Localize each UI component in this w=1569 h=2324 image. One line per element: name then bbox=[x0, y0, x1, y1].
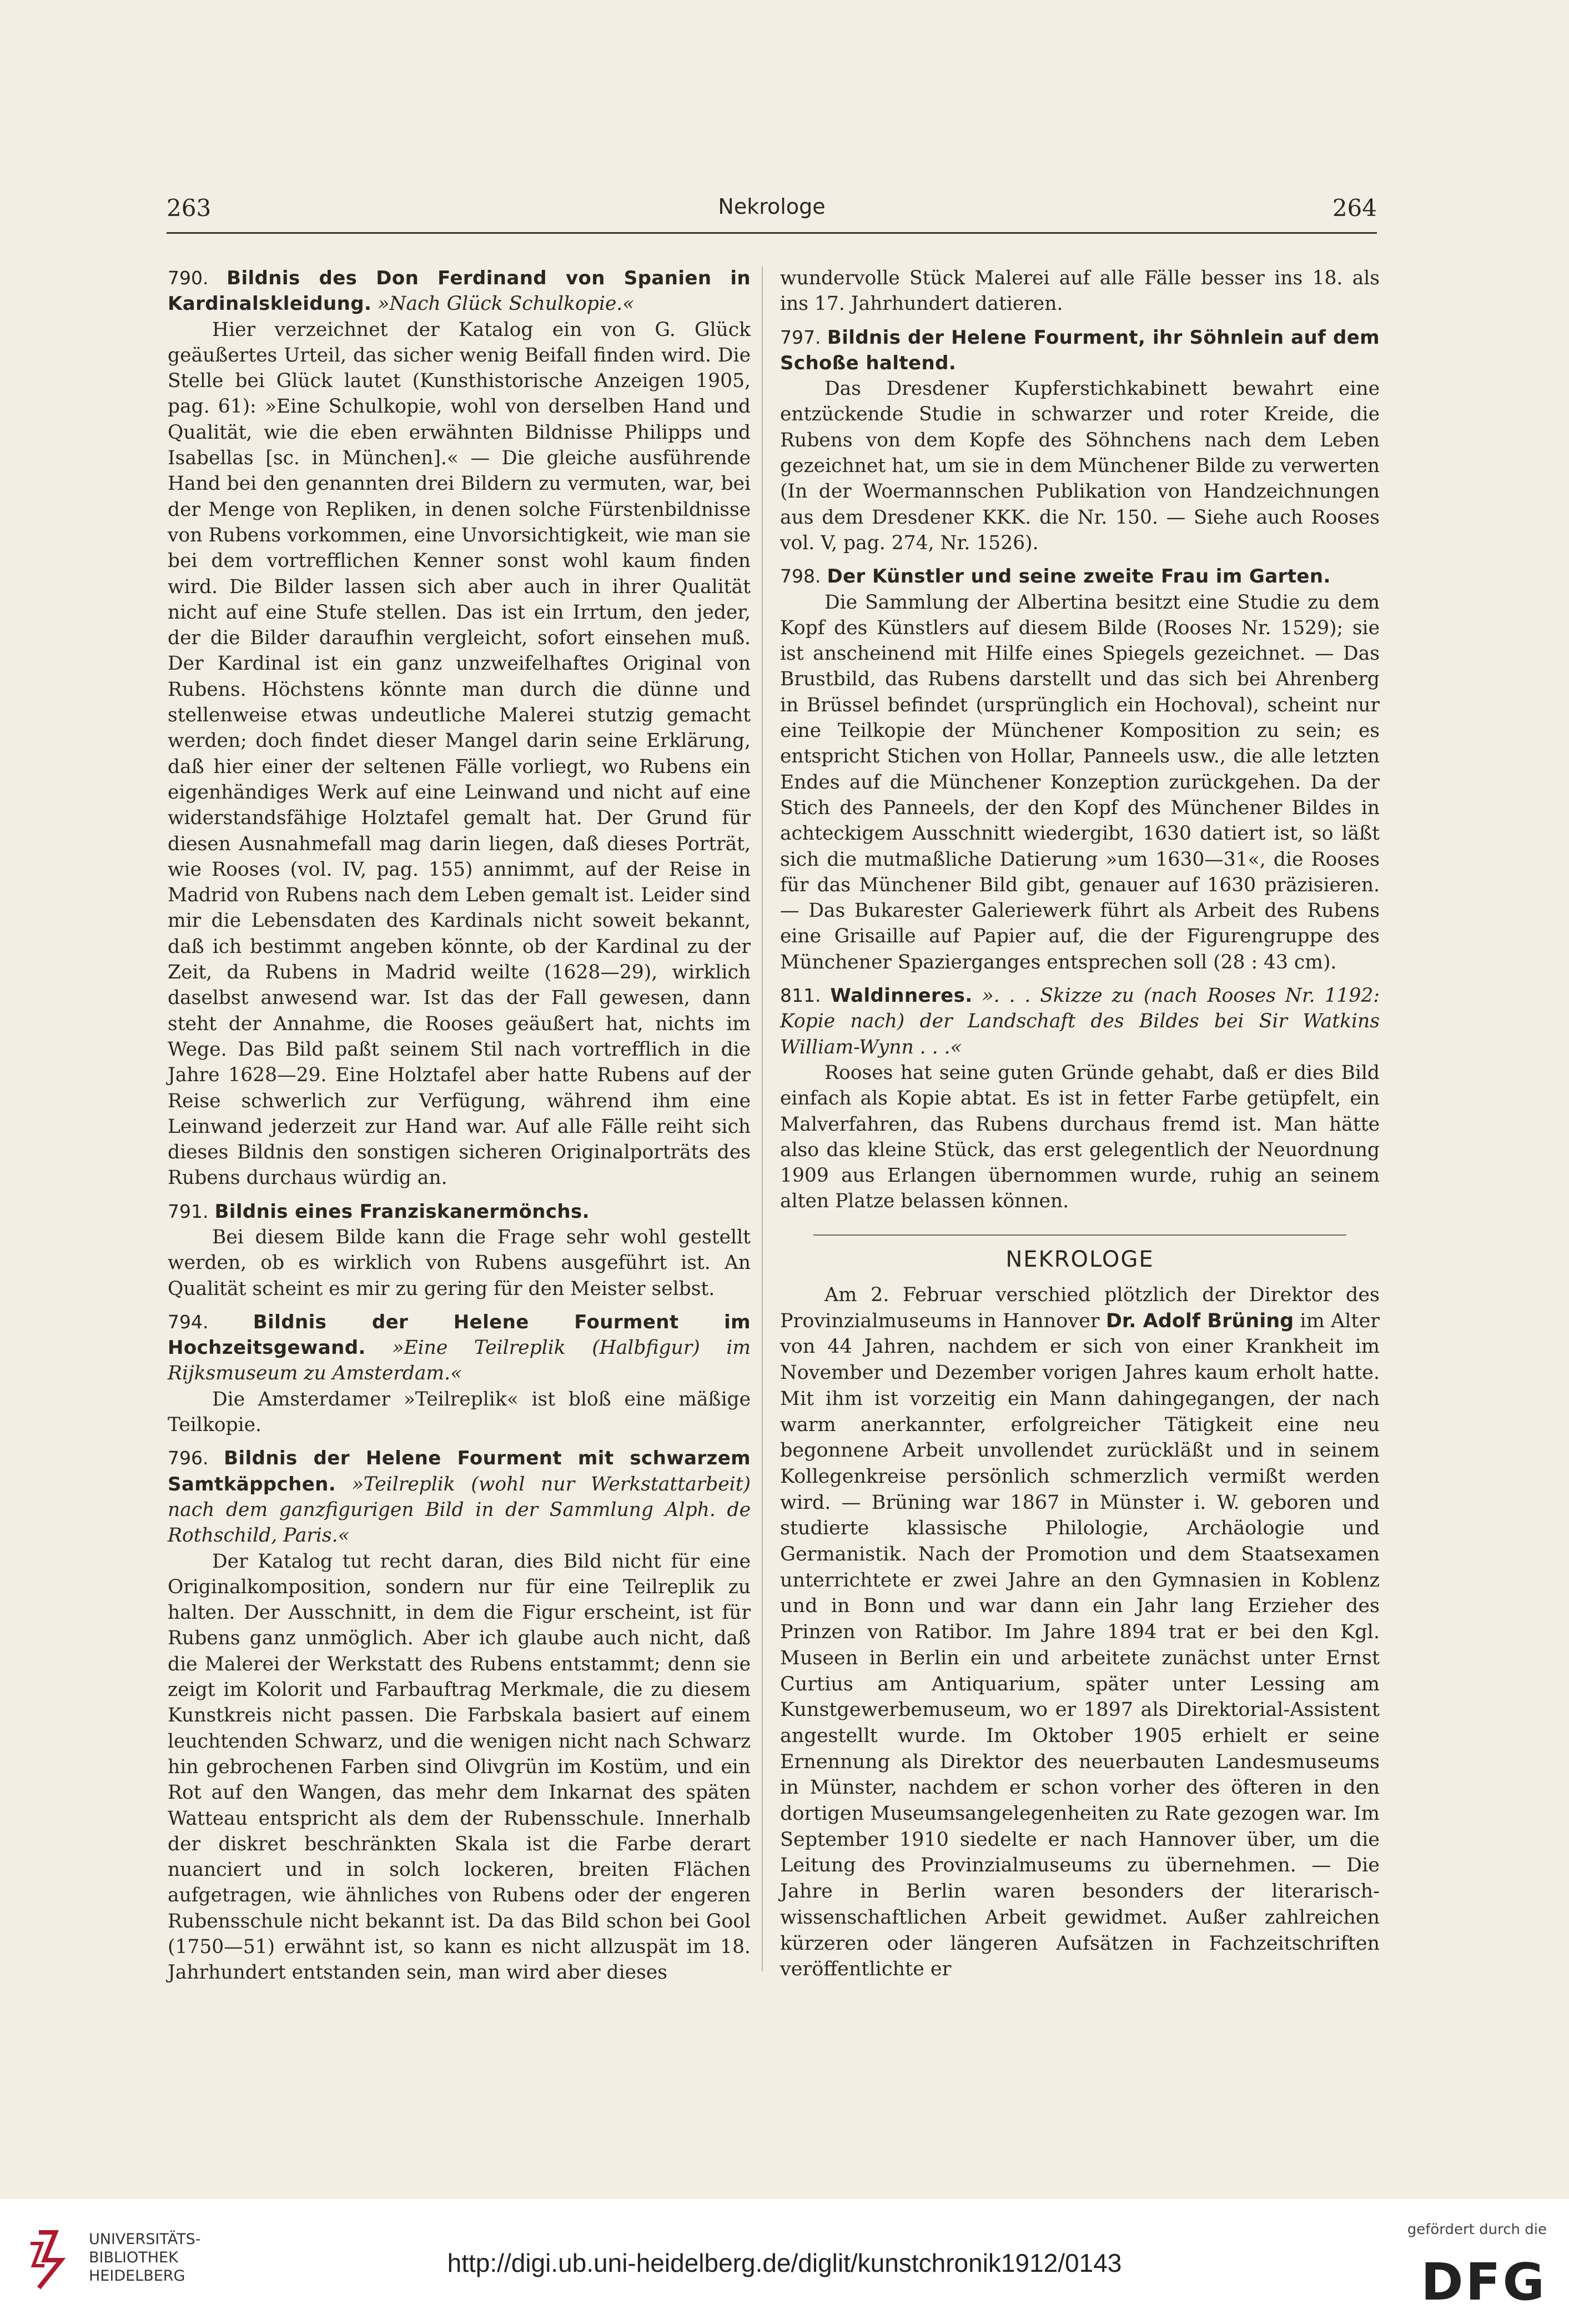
entry-body: Bei diesem Bilde kann die Frage sehr wohl gestellt werden, ob es wirklich von Rubens ausgeführt ist. An Qualität scheint es mir zu gering für den Meister selbst. bbox=[168, 1226, 751, 1300]
catalog-entry bbox=[780, 983, 1380, 1214]
entry-title: Bildnis des Don Ferdinand von Spanien in Kardinalskleidung. bbox=[168, 267, 751, 315]
entry-title: Bildnis der Helene Fourment im Hochzeitsgewand. bbox=[168, 1311, 751, 1359]
necrology-name: Dr. Adolf Brüning bbox=[1105, 1309, 1294, 1332]
entry-subtitle: »Eine Teilreplik (Halbfigur) im Rijksmuseum zu Amsterdam.« bbox=[168, 1337, 751, 1385]
entry-number: 791. bbox=[168, 1200, 209, 1222]
library-line: UNIVERSITÄTS- bbox=[89, 2231, 201, 2248]
catalog-entry bbox=[168, 1199, 751, 1302]
catalog-entry bbox=[168, 1309, 751, 1438]
entry-title: Bildnis der Helene Fourment, ihr Söhnlein auf dem Schoße haltend. bbox=[780, 326, 1380, 374]
entry-body: Die Sammlung der Albertina besitzt eine Studie zu dem Kopf des Künstlers auf diesem Bilde (Rooses Nr. 1529); sie ist anscheinend mit Hilfe eines Spiegels gezeichnet. — Das Brustbild, das Rubens darstellt und das sich bei Ahrenberg in Brüssel befindet (ursprünglich ein Hochoval), scheint nur eine Teilkopie der Münchener Komposition zu sein; es entspricht Stichen von Hollar, Panneels usw., die alle letzten Endes auf die Münchener Konzeption zurückgehen. Da der Stich des Panneels, der den Kopf des Münchener Bildes in achteckigem Ausschnitt wiedergibt, 1630 datiert ist, so läßt sich die mutmaßliche Datierung »um 1630—31«, die Rooses für das Münchener Bild gibt, genauer auf 1630 präzisieren. — Das Bukarester Galeriewerk führt als Arbeit des Rubens eine Grisaille auf Papier auf, die der Figurengruppe des Münchener Spazierganges entsprechen soll (28 : 43 cm). bbox=[780, 591, 1380, 973]
permalink[interactable]: http://digi.ub.uni-heidelberg.de/diglit/kunstchronik1912/0143 bbox=[447, 2248, 1122, 2277]
entry-body: Der Katalog tut recht daran, dies Bild nicht für eine Originalkomposition, sondern nur für eine Teilreplik zu halten. Der Ausschnitt, in dem die Figur erscheint, ist für Rubens ganz unmöglich. Aber ich glaube auch nicht, daß die Malerei der Werkstatt des Rubens entstammt; denn sie zeigt im Kolorit und Farbauftrag Merkmale, die zu diesem Kunstkreis nicht passen. Die Farbskala basiert auf einem leuchtenden Schwarz, und die wenigen nicht nach Schwarz hin gebrochenen Farben sind Olivgrün im Kostüm, und ein Rot auf den Wangen, das mehr dem Inkarnat des späten Watteau entspricht als dem der Rubensschule. Innerhalb der diskret beschränkten Skala ist die Farbe derart nuanciert und in solch lockeren, breiten Flächen aufgetragen, wie ähnliches von Rubens oder der engeren Rubensschule nicht bekannt ist. Da das Bild schon bei Gool (1750—51) erwähnt ist, so kann es nicht allzuspät im 18. Jahrhundert entstanden sein, man wird aber dieses bbox=[168, 1550, 751, 1984]
entry-subtitle: »Nach Glück Schulkopie.« bbox=[378, 293, 635, 315]
footer-bar bbox=[0, 2199, 1569, 2324]
entry-number: 797. bbox=[780, 326, 821, 348]
entry-body: Die Amsterdamer »Teilreplik« ist bloß eine mäßige Teilkopie. bbox=[168, 1388, 751, 1437]
running-header bbox=[167, 194, 1377, 228]
entry-subtitle: ». . . Skizze zu (nach Rooses Nr. 1192: Kopie nach) der Landschaft des Bildes bei Sir Watkins William-Wynn . . .« bbox=[780, 985, 1380, 1058]
necrology-text-start: Am 2. Februar verschied plötzlich der Direktor des Provinzialmuseums in Hannover bbox=[780, 1283, 1380, 1332]
entry-number: 811. bbox=[780, 985, 821, 1007]
section-rule bbox=[813, 1234, 1346, 1236]
library-line: BIBLIOTHEK bbox=[89, 2249, 178, 2266]
entry-number: 790. bbox=[168, 267, 209, 289]
dfg-logo: DFG bbox=[1421, 2252, 1547, 2312]
entry-number: 796. bbox=[168, 1447, 209, 1469]
left-column bbox=[168, 265, 751, 1994]
library-line: HEIDELBERG bbox=[89, 2267, 185, 2285]
entry-body: Hier verzeichnet der Katalog ein von G. Glück geäußertes Urteil, das sicher wenig Beifall finden wird. Die Stelle bei Glück lautet (Kunsthistorische Anzeigen 1905, pag. 61): »Eine Schulkopie, wohl von derselben Hand und Qualität, wie die eben erwähnten Bildnisse Philipps und Isabellas [sc. in München].« — Die gleiche ausführende Hand bei den genannten drei Bildern zu vermuten, war, bei der Menge von Repliken, in denen solche Fürstenbildnisse von Rubens vorkommen, eine Unvorsichtigkeit, wie man sie bei dem vortrefflichen Kenner sonst wohl kaum finden wird. Die Bilder lassen sich aber auch in ihrer Qualität nicht auf eine Stufe stellen. Das ist ein Irrtum, den jeder, der die Bilder daraufhin vergleicht, sofort einsehen muß. Der Kardinal ist ein ganz unzweifelhaftes Original von Rubens. Höchstens könnte man durch die dünne und stellenweise etwas undeutliche Malerei stutzig gemacht werden; doch findet dieser Mangel darin seine Erklärung, daß hier einer der seltenen Fälle vorliegt, wo Rubens ein eigenhändiges Werk auf eine Leinwand und nicht auf eine widerstandsfähige Holztafel gemalt hat. Der Grund für diesen Ausnahmefall mag darin liegen, daß dieses Porträt, wie Rooses (vol. IV, pag. 155) annimmt, auf der Reise in Madrid von Rubens nach dem Leben gemalt ist. Leider sind mir die Lebensdaten des Kardinals nicht soweit bekannt, daß ich bestimmt angeben könnte, ob der Kardinal zu der Zeit, da Rubens in Madrid weilte (1628—29), wirklich daselbst anwesend war. Ist das der Fall gewesen, dann steht der Annahme, die Rooses geäußert hat, nichts im Wege. Das Bild paßt seinem Stil nach vortrefflich in die Jahre 1628—29. Eine Holztafel aber hatte Rubens auf der Reise schwerlich zur Verfügung, während ihm eine Leinwand jederzeit zur Hand war. Auf alle Fälle reiht sich dieses Bildnis den sonstigen sicheren Originalporträts des Rubens durchaus würdig an. bbox=[168, 318, 751, 1189]
page-number-left: 263 bbox=[167, 194, 212, 222]
entry-subtitle: »Teilreplik (wohl nur Werkstattarbeit) nach dem ganzfigurigen Bild in der Sammlung Alph. de Rothschild, Paris.« bbox=[168, 1473, 751, 1547]
entry-title: Bildnis der Helene Fourment mit schwarzem Samtkäppchen. bbox=[168, 1447, 751, 1495]
entry-body: Rooses hat seine guten Gründe gehabt, daß er dies Bild einfach als Kopie abtat. Es ist in fetter Farbe getüpfelt, ein Malverfahren, das Rubens durchaus fremd ist. Man hätte also das kleine Stück, das erst gelegentlich der Neuordnung 1909 aus Erlangen übernommen wurde, ruhig an seinem alten Platze belassen können. bbox=[780, 1061, 1380, 1213]
entry-title: Waldinneres. bbox=[830, 985, 973, 1007]
catalog-entry bbox=[780, 564, 1380, 975]
section-title: NEKROLOGE bbox=[1005, 1246, 1154, 1272]
column-separator bbox=[762, 267, 763, 1971]
continuation-paragraph: wundervolle Stück Malerei auf alle Fälle besser ins 18. als ins 17. Jahrhundert datieren. bbox=[780, 267, 1380, 315]
right-column bbox=[780, 265, 1380, 1982]
entry-title: Bildnis eines Franziskanermönchs. bbox=[214, 1200, 590, 1223]
header-rule bbox=[167, 232, 1377, 234]
necrology-text-rest: im Alter von 44 Jahren, nachdem er sich von einer Krankheit im November und Dezember vorigen Jahres kaum erholt hatte. Mit ihm ist vorzeitig ein Mann dahingegangen, der nach warm anerkannter, erfolgreicher Tätigkeit eine neu begonnene Arbeit unvollendet zurückläßt und in seinem Kollegenkreise persönlich schmerzlich vermißt werden wird. — Brüning war 1867 in Münster i. W. geboren und studierte klassische Philologie, Archäologie und Germanistik. Nach der Promotion und dem Staatsexamen unterrichtete er zwei Jahre an den Gymnasien in Koblenz und in Bonn und war dann ein Jahr lang Erzieher des Prinzen von Ratibor. Im Jahre 1894 trat er bei den Kgl. Museen in Berlin ein und arbeitete zunächst unter Ernst Curtius am Antiquarium, später unter Lessing am Kunstgewerbemuseum, wo er 1897 als Direktorial-Assistent angestellt wurde. Im Oktober 1905 erhielt er seine Ernennung als Direktor des neuerbauten Landesmuseums in Münster, nachdem er schon vorher des öfteren in den dortigen Museumsangelegenheiten zu Rate gezogen war. Im September 1910 siedelte er nach Hannover über, um die Leitung des Provinzialmuseums zu übernehmen. — Die Jahre in Berlin waren besonders der literarisch-wissenschaftlichen Arbeit gewidmet. Außer zahlreichen kürzeren oder längeren Aufsätzen in Fachzeitschriften veröffentlichte er bbox=[780, 1309, 1380, 1981]
necrology-paragraph bbox=[780, 1282, 1380, 1982]
continuation-text bbox=[780, 265, 1380, 317]
entry-title: Der Künstler und seine zweite Frau im Garten. bbox=[827, 565, 1331, 588]
page-number-right: 264 bbox=[1332, 194, 1377, 222]
entry-number: 794. bbox=[168, 1311, 209, 1333]
running-title: Nekrologe bbox=[718, 194, 826, 219]
catalog-entry bbox=[168, 265, 751, 1191]
entry-number: 798. bbox=[780, 565, 821, 588]
catalog-entry bbox=[780, 325, 1380, 556]
catalog-entry bbox=[168, 1445, 751, 1985]
entry-body: Das Dresdener Kupferstichkabinett bewahrt eine entzückende Studie in schwarzer und roter Kreide, die Rubens von dem Kopfe des Söhnchens nach dem Leben gezeichnet hat, um sie in dem Münchener Bilde zu verwerten (In der Woermannschen Publikation von Handzeichnungen aus dem Dresdener KKK. die Nr. 150. — Siehe auch Rooses vol. V, pag. 274, Nr. 1526). bbox=[780, 378, 1380, 554]
sponsor-note: gefördert durch die bbox=[1407, 2221, 1547, 2238]
